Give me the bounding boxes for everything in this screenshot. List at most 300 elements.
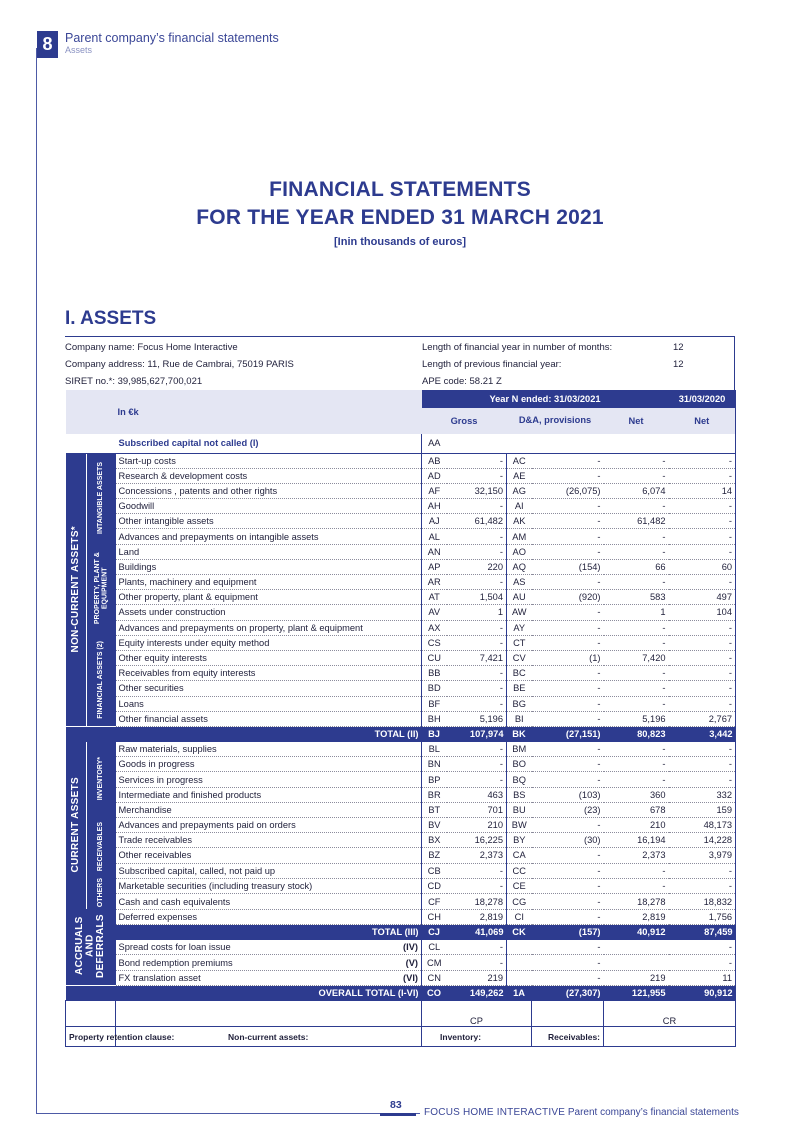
row-code-gross: AD	[422, 468, 447, 483]
row-code-dep: AG	[507, 483, 532, 498]
row-dep: -	[532, 894, 604, 910]
row-gross: -	[447, 878, 507, 894]
row-net	[604, 940, 669, 955]
row-gross: 1,504	[447, 590, 507, 605]
table-row	[66, 620, 736, 635]
row-code-dep: BI	[507, 711, 532, 726]
row-code-gross: BR	[422, 787, 447, 802]
row-prev: -	[669, 529, 736, 544]
row-prev: 60	[669, 559, 736, 574]
row-net: -	[604, 666, 669, 681]
row-dep: -	[532, 878, 604, 894]
row-gross: -	[447, 757, 507, 772]
total-code-dep: 1A	[507, 985, 532, 1000]
row-code-gross: BX	[422, 833, 447, 848]
row-code-gross: CB	[422, 863, 447, 878]
row-net: 66	[604, 559, 669, 574]
row-gross: -	[447, 681, 507, 696]
ppe-band	[87, 544, 116, 635]
row-dep: -	[532, 635, 604, 650]
row-dep: -	[532, 529, 604, 544]
row-prev: 497	[669, 590, 736, 605]
row-gross: 463	[447, 787, 507, 802]
row-code-dep: BM	[507, 742, 532, 757]
header-row-1	[66, 390, 736, 408]
row-code-dep: AM	[507, 529, 532, 544]
row-code-gross: CS	[422, 635, 447, 650]
table-row	[66, 955, 736, 970]
row-net: -	[604, 575, 669, 590]
fy-length-value: 12	[673, 342, 684, 353]
row-gross: -	[447, 955, 507, 970]
table-row	[66, 833, 736, 848]
chapter-number-badge: 8	[37, 31, 58, 58]
row-gross: 16,225	[447, 833, 507, 848]
in-k-header: In €k	[66, 390, 422, 434]
row-prev: -	[669, 955, 736, 970]
row-dep: (103)	[532, 787, 604, 802]
row-dep: (154)	[532, 559, 604, 574]
row-code-gross: BZ	[422, 848, 447, 863]
row-code-dep: AC	[507, 453, 532, 468]
row-dep: -	[532, 575, 604, 590]
row-code-gross: BF	[422, 696, 447, 711]
row-tag: (IV)	[403, 942, 419, 953]
row-code-dep: BE	[507, 681, 532, 696]
receivables-band-text: RECEIVABLES	[97, 822, 105, 872]
row-prev: 159	[669, 802, 736, 817]
row-dep: (23)	[532, 802, 604, 817]
row-code-gross: BD	[422, 681, 447, 696]
footer-accent-bar	[380, 1113, 416, 1116]
row-label: Other securities	[116, 681, 422, 696]
row-code-gross: AT	[422, 590, 447, 605]
assets-table	[65, 390, 736, 1047]
row-code-dep: BU	[507, 802, 532, 817]
others-band	[87, 878, 116, 909]
row-gross: -	[447, 666, 507, 681]
row-net: -	[604, 499, 669, 514]
row-label: Services in progress	[116, 772, 422, 787]
table-row	[66, 605, 736, 620]
prev-length-value: 12	[673, 359, 684, 370]
row-prev: 11	[669, 970, 736, 985]
table-row	[66, 909, 736, 924]
gross-header: Gross	[422, 408, 507, 434]
table-row	[66, 863, 736, 878]
row-net: -	[604, 453, 669, 468]
row-label-cell	[116, 970, 422, 985]
doc-title-line1: FINANCIAL STATEMENTS	[269, 178, 531, 201]
row-dep: -	[532, 772, 604, 787]
row-gross: -	[447, 863, 507, 878]
total-gross: 107,974	[447, 726, 507, 741]
row-dep: -	[532, 711, 604, 726]
row-prev: 2,767	[669, 711, 736, 726]
table-row	[66, 453, 736, 468]
row-label: Assets under construction	[116, 605, 422, 620]
row-code-gross: CH	[422, 909, 447, 924]
row-net: -	[604, 620, 669, 635]
table-row	[66, 483, 736, 498]
cp-cr-row	[66, 1001, 736, 1027]
row-code-gross: BT	[422, 802, 447, 817]
row-prev: 104	[669, 605, 736, 620]
row-gross: -	[447, 940, 507, 955]
table-row	[66, 499, 736, 514]
row-net: -	[604, 742, 669, 757]
row-code-dep: BC	[507, 666, 532, 681]
retention-row	[66, 1027, 736, 1047]
table-row	[66, 787, 736, 802]
row-code-gross: AR	[422, 575, 447, 590]
total-code-dep: CK	[507, 925, 532, 940]
row-net: 678	[604, 802, 669, 817]
row-net: -	[604, 635, 669, 650]
table-row	[66, 742, 736, 757]
row-code-gross: AP	[422, 559, 447, 574]
row-gross: 701	[447, 802, 507, 817]
row-net: 1	[604, 605, 669, 620]
row-gross: -	[447, 620, 507, 635]
row-code-dep: BY	[507, 833, 532, 848]
row-label: Cash and cash equivalents	[116, 894, 422, 910]
row-code-dep: BQ	[507, 772, 532, 787]
inventory-label: Inventory:	[422, 1027, 532, 1047]
row-prev: -	[669, 878, 736, 894]
year-n-header: Year N ended: 31/03/2021	[422, 390, 669, 408]
table-row	[66, 650, 736, 665]
row-gross: 18,278	[447, 894, 507, 910]
row-label: Land	[116, 544, 422, 559]
row-code-gross: AL	[422, 529, 447, 544]
row-dep: -	[532, 955, 604, 970]
subscribed-label: Subscribed capital not called (I)	[116, 434, 422, 453]
total-dep: (27,151)	[532, 726, 604, 741]
row-code-gross: CL	[422, 940, 447, 955]
row-gross: -	[447, 529, 507, 544]
row-label: Plants, machinery and equipment	[116, 575, 422, 590]
row-code-dep: CE	[507, 878, 532, 894]
table-row	[66, 544, 736, 559]
row-code-dep: CA	[507, 848, 532, 863]
ppe-band-text: PROPERTY, PLANT & EQUIPMENT	[93, 552, 109, 625]
section-heading: I. ASSETS	[65, 308, 157, 329]
prev-net-header: Net	[669, 408, 736, 434]
row-gross: 61,482	[447, 514, 507, 529]
table-row	[66, 757, 736, 772]
total-code-gross: CJ	[422, 925, 447, 940]
row-dep: -	[532, 909, 604, 924]
total-prev: 90,912	[669, 985, 736, 1000]
receivables-label: Receivables:	[532, 1027, 604, 1047]
row-dep: -	[532, 757, 604, 772]
row-dep: -	[532, 620, 604, 635]
row-dep: -	[532, 514, 604, 529]
row-label-cell	[116, 955, 422, 970]
row-label: Intermediate and finished products	[116, 787, 422, 802]
total-gross: 149,262	[447, 985, 507, 1000]
row-net: 6,074	[604, 483, 669, 498]
row-code-gross: BB	[422, 666, 447, 681]
total-dep: (27,307)	[532, 985, 604, 1000]
row-label: Advances and prepayments on intangible assets	[116, 529, 422, 544]
inventory-band-text: INVENTORY*	[97, 756, 105, 801]
row-gross: -	[447, 742, 507, 757]
total-code-gross: CO	[422, 985, 447, 1000]
current-assets-band-text: CURRENT ASSETS	[69, 776, 81, 873]
row-gross: -	[447, 772, 507, 787]
row-prev: -	[669, 468, 736, 483]
row-net: 2,373	[604, 848, 669, 863]
non-current-assets-band-text: NON-CURRENT ASSETS*	[69, 525, 81, 653]
row-label: Research & development costs	[116, 468, 422, 483]
row-code-gross: AH	[422, 499, 447, 514]
cp-empty-1	[66, 1001, 116, 1027]
total-gross: 41,069	[447, 925, 507, 940]
row-prev: -	[669, 772, 736, 787]
row-label: Bond redemption premiums	[118, 957, 233, 968]
row-label: Advances and prepayments paid on orders	[116, 818, 422, 833]
subscribed-code: AA	[422, 434, 447, 453]
row-label: FX translation asset	[118, 972, 201, 983]
row-net: -	[604, 772, 669, 787]
table-row	[66, 772, 736, 787]
row-label: Merchandise	[116, 802, 422, 817]
row-gross: 219	[447, 970, 507, 985]
row-prev: -	[669, 544, 736, 559]
table-row	[66, 575, 736, 590]
row-net: 583	[604, 590, 669, 605]
row-code-dep: BW	[507, 818, 532, 833]
row-net: -	[604, 878, 669, 894]
page-number: 83	[390, 1099, 402, 1111]
row-prev: 1,756	[669, 909, 736, 924]
row-label: Deferred expenses	[116, 909, 422, 924]
row-code-dep: BG	[507, 696, 532, 711]
row-code-dep: CI	[507, 909, 532, 924]
row-gross: 210	[447, 818, 507, 833]
row-code-gross: CF	[422, 894, 447, 910]
row-gross: -	[447, 499, 507, 514]
row-net: -	[604, 468, 669, 483]
footer-text	[424, 1107, 739, 1118]
row-prev: -	[669, 635, 736, 650]
fy-length-label: Length of financial year in number of months:	[422, 342, 613, 353]
row-net: 219	[604, 970, 669, 985]
row-dep: -	[532, 863, 604, 878]
row-code-gross: AN	[422, 544, 447, 559]
row-prev: 14,228	[669, 833, 736, 848]
row-label: Equity interests under equity method	[116, 635, 422, 650]
row-net: 18,278	[604, 894, 669, 910]
prev-date-header: 31/03/2020	[669, 390, 736, 408]
row-net: 16,194	[604, 833, 669, 848]
row-dep: -	[532, 940, 604, 955]
row-dep: -	[532, 696, 604, 711]
row-prev: -	[669, 940, 736, 955]
inventory-band	[87, 742, 116, 818]
row-net: -	[604, 757, 669, 772]
row-code-gross: AF	[422, 483, 447, 498]
row-code-dep: BO	[507, 757, 532, 772]
row-prev: 332	[669, 787, 736, 802]
row-label: Goods in progress	[116, 757, 422, 772]
row-prev: -	[669, 696, 736, 711]
subscribed-row	[66, 434, 736, 453]
accruals-band	[66, 909, 116, 985]
row-gross: 5,196	[447, 711, 507, 726]
cr-code: CR	[604, 1001, 736, 1027]
prev-length-label: Length of previous financial year:	[422, 359, 562, 370]
total-label: TOTAL (II)	[66, 726, 422, 741]
noncurrent-label: Non-current assets:	[116, 1027, 422, 1047]
row-prev: -	[669, 742, 736, 757]
row-code-gross: AX	[422, 620, 447, 635]
total-code-dep: BK	[507, 726, 532, 741]
table-row	[66, 818, 736, 833]
row-prev: -	[669, 666, 736, 681]
cp-code: CP	[422, 1001, 532, 1027]
row-label: Marketable securities (including treasury stock)	[116, 878, 422, 894]
row-prev: -	[669, 681, 736, 696]
row-code-dep: AK	[507, 514, 532, 529]
row-code-gross: BL	[422, 742, 447, 757]
row-tag: (V)	[405, 957, 419, 968]
row-net: -	[604, 544, 669, 559]
row-gross: 1	[447, 605, 507, 620]
total-code-gross: BJ	[422, 726, 447, 741]
chapter-title: Parent company’s financial statements	[65, 31, 279, 45]
row-label: Goodwill	[116, 499, 422, 514]
table-row	[66, 529, 736, 544]
row-prev: 48,173	[669, 818, 736, 833]
row-code-gross: BH	[422, 711, 447, 726]
row-code-dep: AE	[507, 468, 532, 483]
total-prev: 3,442	[669, 726, 736, 741]
row-prev: -	[669, 757, 736, 772]
row-code-dep: AQ	[507, 559, 532, 574]
row-code-gross: BN	[422, 757, 447, 772]
row-label: Other financial assets	[116, 711, 422, 726]
row-gross: -	[447, 544, 507, 559]
row-net: 210	[604, 818, 669, 833]
row-dep: -	[532, 818, 604, 833]
row-gross: -	[447, 453, 507, 468]
receivables-band	[87, 818, 116, 879]
overall-total-row	[66, 985, 736, 1000]
company-siret: SIRET no.*: 39,985,627,700,021	[65, 376, 203, 387]
row-label: Receivables from equity interests	[116, 666, 422, 681]
total-label: TOTAL (III)	[116, 925, 422, 940]
row-gross: 32,150	[447, 483, 507, 498]
ape-code: APE code: 58.21 Z	[422, 376, 502, 387]
total-iii-row	[66, 925, 736, 940]
row-label: Other receivables	[116, 848, 422, 863]
row-prev: 3,979	[669, 848, 736, 863]
table-row	[66, 666, 736, 681]
row-net: 7,420	[604, 650, 669, 665]
table-row	[66, 514, 736, 529]
row-prev: -	[669, 499, 736, 514]
financial-band-text: FINANCIAL ASSETS (2)	[97, 640, 105, 719]
row-code-gross: AJ	[422, 514, 447, 529]
row-prev: -	[669, 620, 736, 635]
row-dep: -	[532, 605, 604, 620]
table-row	[66, 468, 736, 483]
frame-bottom-line	[36, 1113, 420, 1114]
company-info-box	[65, 336, 735, 390]
row-code-dep: CC	[507, 863, 532, 878]
table-row	[66, 696, 736, 711]
row-dep: -	[532, 742, 604, 757]
table-row	[66, 711, 736, 726]
row-label: Start-up costs	[116, 453, 422, 468]
total-net: 121,955	[604, 985, 669, 1000]
row-code-dep: CG	[507, 894, 532, 910]
current-assets-band	[66, 742, 87, 910]
row-net: 5,196	[604, 711, 669, 726]
company-name: Company name: Focus Home Interactive	[65, 342, 238, 353]
row-code-gross: BV	[422, 818, 447, 833]
table-row	[66, 940, 736, 955]
row-label: Spread costs for loan issue	[118, 942, 231, 953]
row-net: 2,819	[604, 909, 669, 924]
row-label: Raw materials, supplies	[116, 742, 422, 757]
total-label: OVERALL TOTAL (I-VI)	[66, 985, 422, 1000]
row-net: -	[604, 529, 669, 544]
row-code-dep: CV	[507, 650, 532, 665]
row-gross: 2,819	[447, 909, 507, 924]
row-prev: -	[669, 453, 736, 468]
row-gross: -	[447, 468, 507, 483]
row-gross: 2,373	[447, 848, 507, 863]
row-dep: (1)	[532, 650, 604, 665]
footer-title: Parent company’s financial statements	[565, 1107, 739, 1118]
footer-company: FOCUS HOME INTERACTIVE	[424, 1107, 566, 1118]
table-row	[66, 635, 736, 650]
row-code-dep: AY	[507, 620, 532, 635]
row-code-dep: BS	[507, 787, 532, 802]
row-code-dep: AU	[507, 590, 532, 605]
row-dep: -	[532, 848, 604, 863]
dep-header: D&A, provisions	[507, 408, 604, 434]
row-prev: -	[669, 863, 736, 878]
row-prev: -	[669, 575, 736, 590]
row-net: 61,482	[604, 514, 669, 529]
table-row	[66, 848, 736, 863]
row-gross: 7,421	[447, 650, 507, 665]
row-code-gross: AV	[422, 605, 447, 620]
row-code-gross: CU	[422, 650, 447, 665]
row-dep: (26,075)	[532, 483, 604, 498]
row-code-dep: AI	[507, 499, 532, 514]
row-dep: -	[532, 468, 604, 483]
row-net	[604, 955, 669, 970]
row-code-dep: AW	[507, 605, 532, 620]
row-net: -	[604, 863, 669, 878]
row-code-dep	[507, 940, 532, 955]
table-row	[66, 590, 736, 605]
cp-empty-2	[116, 1001, 422, 1027]
row-prev: 18,832	[669, 894, 736, 910]
row-gross: -	[447, 635, 507, 650]
total-net: 40,912	[604, 925, 669, 940]
retention-label: Property retention clause:	[66, 1027, 116, 1047]
company-address: Company address: 11, Rue de Cambrai, 75019 PARIS	[65, 359, 294, 370]
table-row	[66, 878, 736, 894]
row-code-dep: AO	[507, 544, 532, 559]
